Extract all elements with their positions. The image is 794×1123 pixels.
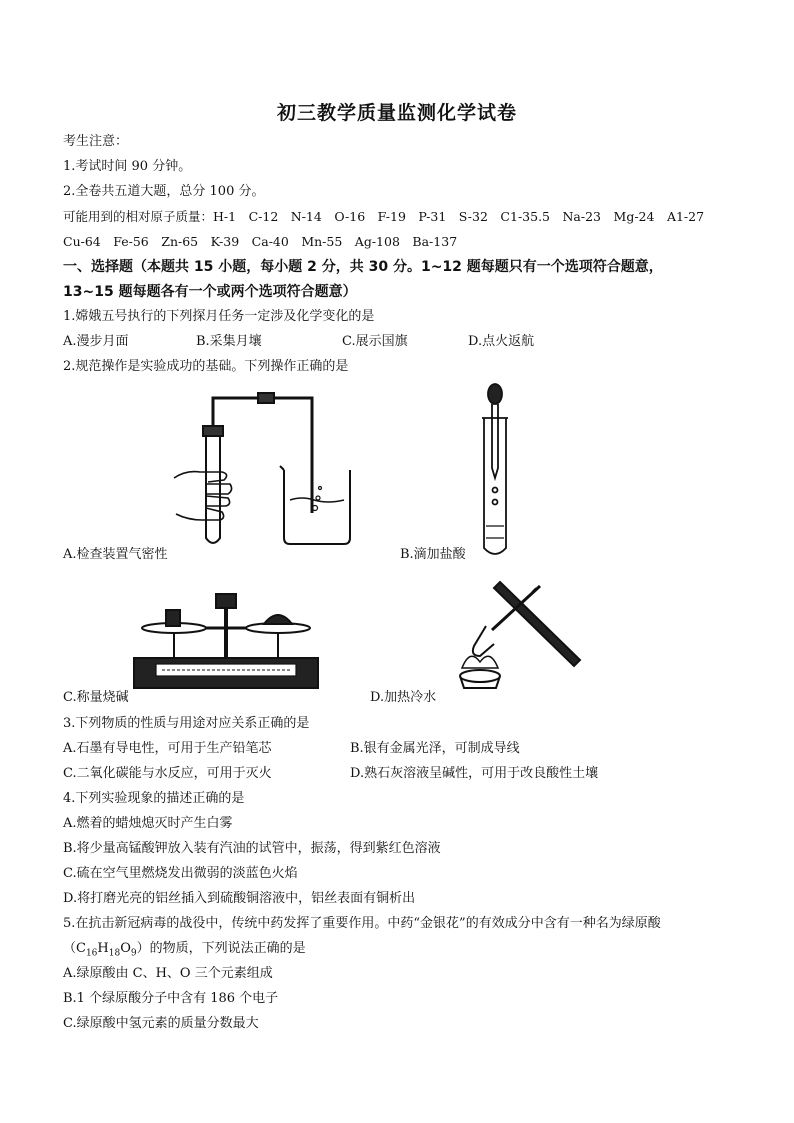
notice-heading: 考生注意： (63, 134, 129, 149)
q4-option-a: A.燃着的蜡烛熄灭时产生白雾 (63, 816, 233, 831)
airtightness-check-figure (172, 388, 362, 553)
page-title: 初三教学质量监测化学试卷 (276, 102, 517, 124)
q2-option-d: D.加热冷水 (370, 690, 437, 705)
q1-stem: 1.嫦娥五号执行的下列探月任务一定涉及化学变化的是 (63, 309, 375, 324)
q1-option-b: B.采集月壤 (196, 334, 262, 349)
q4-option-c: C.硫在空气里燃烧发出微弱的淡蓝色火焰 (63, 866, 298, 881)
q3-option-d: D.熟石灰溶液呈碱性，可用于改良酸性土壤 (350, 766, 599, 781)
notice-item-2: 2.全卷共五道大题，总分 100 分。 (63, 184, 265, 199)
q5-stem-line-2: $(C_{16}H_{18}O_9)$的物质，下列说法正确的是 (63, 941, 306, 959)
q5-option-a: A.绿原酸由 C、H、O 三个元素组成 (63, 966, 273, 981)
q2-stem: 2.规范操作是实验成功的基础。下列操作正确的是 (63, 359, 349, 374)
q3-option-c: C.二氧化碳能与水反应，可用于灭火 (63, 766, 272, 781)
q5-option-b: B.1 个绿原酸分子中含有 186 个电子 (63, 991, 279, 1006)
q5-stem-line-1: 5.在抗击新冠病毒的战役中，传统中药发挥了重要作用。中药“金银花”的有效成分中含有一种名为绿原酸 (63, 916, 661, 931)
notice-item-1: 1.考试时间 90 分钟。 (63, 159, 192, 174)
atomic-mass-line-2: Cu-64 Fe-56 Zn-65 K-39 Ca-40 Mn-55 Ag-108 Ba-137 (63, 234, 458, 249)
q1-option-a: A.漫步月面 (63, 334, 129, 349)
q3-option-b: B.银有金属光泽，可制成导线 (350, 741, 520, 756)
q2-option-c: C.称量烧碱 (63, 690, 129, 705)
q3-option-a: A.石墨有导电性，可用于生产铅笔芯 (63, 741, 272, 756)
q3-stem: 3.下列物质的性质与用途对应关系正确的是 (63, 716, 310, 731)
q4-option-d: D.将打磨光亮的铝丝插入到硫酸铜溶液中，铝丝表面有铜析出 (63, 891, 416, 906)
q4-option-b: B.将少量高锰酸钾放入装有汽油的试管中，振荡，得到紫红色溶液 (63, 841, 441, 856)
balance-figure (126, 588, 326, 703)
q1-option-c: C.展示国旗 (342, 334, 408, 349)
atomic-mass-line-1: 可能用到的相对原子质量：H-1 C-12 N-14 O-16 F-19 P-31 S-32 C1-35.5 Na-23 Mg-24 A1-27 (63, 209, 705, 224)
dropper-figure (470, 378, 530, 558)
q2-option-b: B.滴加盐酸 (400, 547, 466, 562)
heating-figure (440, 570, 590, 700)
q5-option-c: C.绿原酸中氢元素的质量分数最大 (63, 1016, 259, 1031)
q2-option-a: A.检查装置气密性 (63, 547, 168, 562)
section-1-heading-line-1: 一、选择题（本题共 15 小题，每小题 2 分，共 30 分。1~12 题每题只有一个选项符合题意， (63, 259, 663, 275)
q4-stem: 4.下列实验现象的描述正确的是 (63, 791, 245, 806)
section-1-heading-line-2: 13~15 题每题各有一个或两个选项符合题意） (63, 284, 357, 300)
q1-option-d: D.点火返航 (468, 334, 535, 349)
